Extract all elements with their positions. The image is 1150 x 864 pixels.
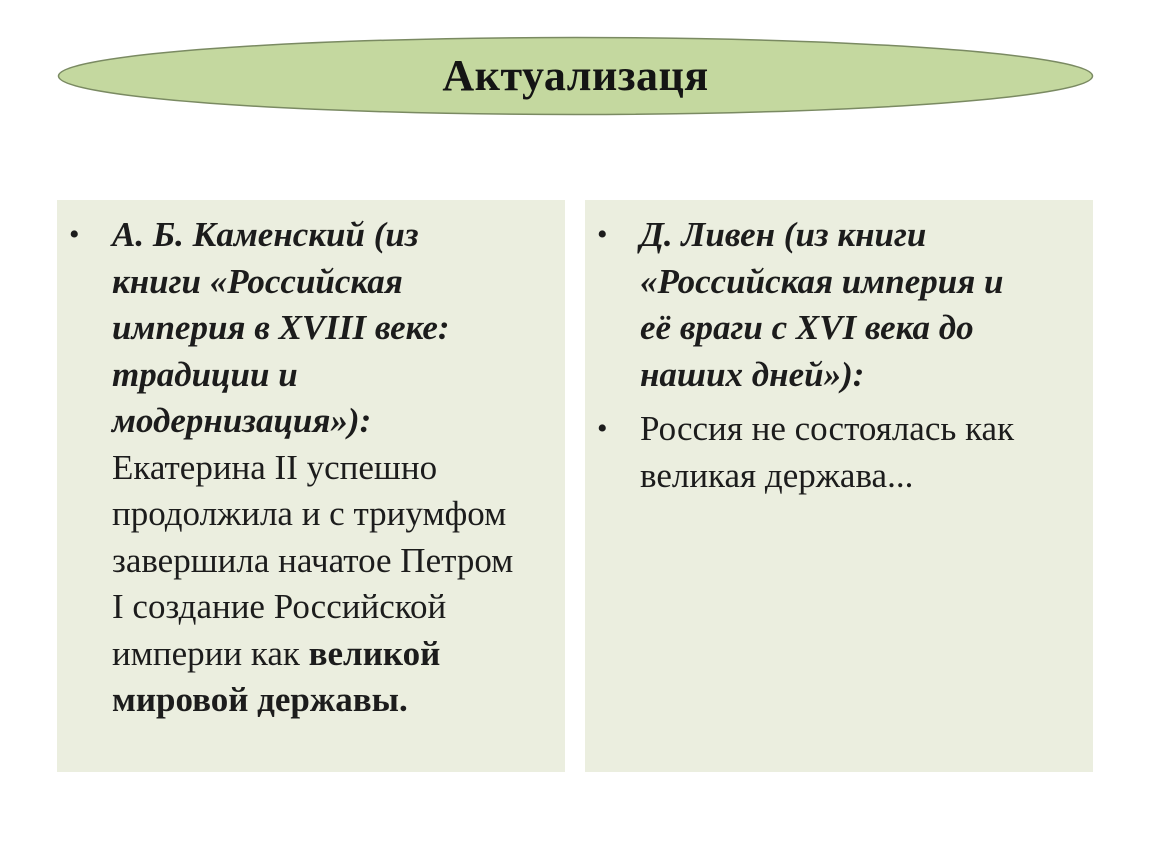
right-statement-line: Россия не состоялась как bbox=[640, 409, 1015, 448]
left-body-bold: великой bbox=[308, 633, 441, 673]
left-heading-line: А. Б. Каменский (из bbox=[112, 215, 419, 254]
right-bullet-item-statement bbox=[585, 406, 1093, 499]
bullet-icon: • bbox=[69, 218, 80, 251]
right-heading-line: Д. Ливен (из книги bbox=[640, 215, 927, 254]
left-body-line: продолжила и с триумфом bbox=[112, 494, 507, 533]
page-title: Актуализаця bbox=[442, 51, 709, 100]
left-body-final-bold: мировой державы. bbox=[112, 680, 408, 719]
bullet-icon: • bbox=[597, 412, 608, 445]
left-heading-line: традиции и bbox=[112, 354, 298, 394]
right-panel bbox=[585, 200, 1093, 772]
left-body-plain: империи как bbox=[112, 633, 309, 673]
left-heading-line: модернизация»): bbox=[112, 401, 372, 440]
left-heading-line: империя в XVIII веке: bbox=[112, 308, 450, 347]
left-body-line: I создание Российской bbox=[112, 587, 447, 626]
left-heading-line: книги «Российская bbox=[112, 261, 403, 301]
right-heading-line: «Российская империя и bbox=[640, 261, 1004, 301]
title-banner bbox=[57, 36, 1094, 116]
left-body-line-mixed bbox=[112, 631, 565, 678]
right-heading-line: наших дней»): bbox=[640, 354, 865, 394]
bullet-icon: • bbox=[597, 218, 608, 251]
left-bullet-item bbox=[57, 212, 565, 724]
right-heading-line: её враги с XVI века до bbox=[640, 308, 974, 347]
right-statement-line: великая держава... bbox=[640, 455, 914, 495]
left-body-line: Екатерина II успешно bbox=[112, 447, 438, 487]
left-body-line: завершила начатое Петром bbox=[112, 540, 514, 580]
left-panel bbox=[57, 200, 565, 772]
right-bullet-item-heading bbox=[585, 212, 1093, 398]
